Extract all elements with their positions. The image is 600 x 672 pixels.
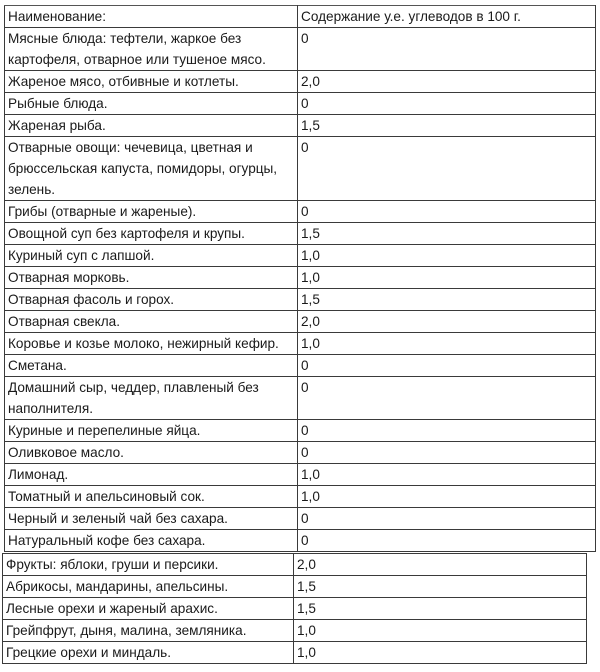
carb-value-cell: 0 [298, 530, 596, 552]
food-name-cell: Сметана. [5, 355, 298, 377]
carb-value-cell: 1,0 [294, 620, 587, 642]
table-row [5, 442, 596, 464]
table-row [3, 576, 587, 598]
food-name-cell: Грейпфрут, дыня, малина, земляника. [3, 620, 294, 642]
table-row [5, 420, 596, 442]
carbohydrate-table-body [5, 6, 596, 552]
carb-value-cell: 1,0 [294, 642, 587, 664]
table-row [5, 289, 596, 311]
food-name-cell: Оливковое масло. [5, 442, 298, 464]
table-row [5, 267, 596, 289]
food-name-cell: Отварная морковь. [5, 267, 298, 289]
table-row [5, 245, 596, 267]
food-name-cell: Черный и зеленый чай без сахара. [5, 508, 298, 530]
food-name-cell: Жареное мясо, отбивные и котлеты. [5, 71, 298, 93]
table-row [3, 598, 587, 620]
carb-value-cell: 0 [298, 137, 596, 201]
food-name-cell: Грибы (отварные и жареные). [5, 201, 298, 223]
header-name-cell: Наименование: [5, 6, 298, 28]
food-name-cell: Отварная фасоль и горох. [5, 289, 298, 311]
table-row [5, 464, 596, 486]
carb-value-cell: 1,5 [298, 289, 596, 311]
food-name-cell: Абрикосы, мандарины, апельсины. [3, 576, 294, 598]
carb-value-cell: 1,0 [298, 245, 596, 267]
food-name-cell: Грецкие орехи и миндаль. [3, 642, 294, 664]
table-row [5, 223, 596, 245]
table-row [5, 93, 596, 115]
food-name-cell: Натуральный кофе без сахара. [5, 530, 298, 552]
carb-value-cell: 2,0 [298, 311, 596, 333]
table-row [5, 377, 596, 420]
table-row [3, 554, 587, 576]
table-row [5, 486, 596, 508]
food-name-cell: Лесные орехи и жареный арахис. [3, 598, 294, 620]
table-row [5, 115, 596, 137]
table-row [5, 530, 596, 552]
table-row [5, 71, 596, 93]
carb-value-cell: 0 [298, 355, 596, 377]
fruit-nut-table-body [3, 554, 587, 664]
food-name-cell: Томатный и апельсиновый сок. [5, 486, 298, 508]
carb-value-cell: 0 [298, 420, 596, 442]
carb-value-cell: 0 [298, 28, 596, 71]
carb-value-cell: 1,0 [298, 464, 596, 486]
table-row [5, 28, 596, 71]
header-value-cell: Содержание у.е. углеводов в 100 г. [298, 6, 596, 28]
carb-value-cell: 1,0 [298, 333, 596, 355]
table-row [5, 508, 596, 530]
carb-value-cell: 0 [298, 508, 596, 530]
table-row [3, 620, 587, 642]
food-name-cell: Рыбные блюда. [5, 93, 298, 115]
carbohydrate-table [4, 5, 596, 552]
food-name-cell: Мясные блюда: тефтели, жаркое без картофеля, отварное или тушеное мясо. [5, 28, 298, 71]
carb-value-cell: 0 [298, 377, 596, 420]
carb-value-cell: 1,5 [298, 115, 596, 137]
carb-value-cell: 0 [298, 201, 596, 223]
carb-value-cell: 1,0 [298, 267, 596, 289]
table-row [3, 642, 587, 664]
carb-value-cell: 1,5 [294, 576, 587, 598]
food-name-cell: Куриный суп с лапшой. [5, 245, 298, 267]
food-name-cell: Домашний сыр, чеддер, плавленый без наполнителя. [5, 377, 298, 420]
food-name-cell: Отварная свекла. [5, 311, 298, 333]
carb-value-cell: 1,5 [294, 598, 587, 620]
carb-value-cell: 1,0 [298, 486, 596, 508]
food-name-cell: Фрукты: яблоки, груши и персики. [3, 554, 294, 576]
food-name-cell: Овощной суп без картофеля и крупы. [5, 223, 298, 245]
table-row [5, 201, 596, 223]
food-name-cell: Жареная рыба. [5, 115, 298, 137]
food-name-cell: Коровье и козье молоко, нежирный кефир. [5, 333, 298, 355]
table-header-row [5, 6, 596, 28]
table-row [5, 137, 596, 201]
table-row [5, 333, 596, 355]
food-name-cell: Лимонад. [5, 464, 298, 486]
carb-value-cell: 2,0 [298, 71, 596, 93]
food-name-cell: Отварные овощи: чечевица, цветная и брюссельская капуста, помидоры, огурцы, зелень. [5, 137, 298, 201]
carb-value-cell: 0 [298, 93, 596, 115]
fruit-nut-table [2, 553, 587, 664]
table-row [5, 355, 596, 377]
food-name-cell: Куриные и перепелиные яйца. [5, 420, 298, 442]
carb-value-cell: 2,0 [294, 554, 587, 576]
carb-value-cell: 0 [298, 442, 596, 464]
table-row [5, 311, 596, 333]
carb-value-cell: 1,5 [298, 223, 596, 245]
